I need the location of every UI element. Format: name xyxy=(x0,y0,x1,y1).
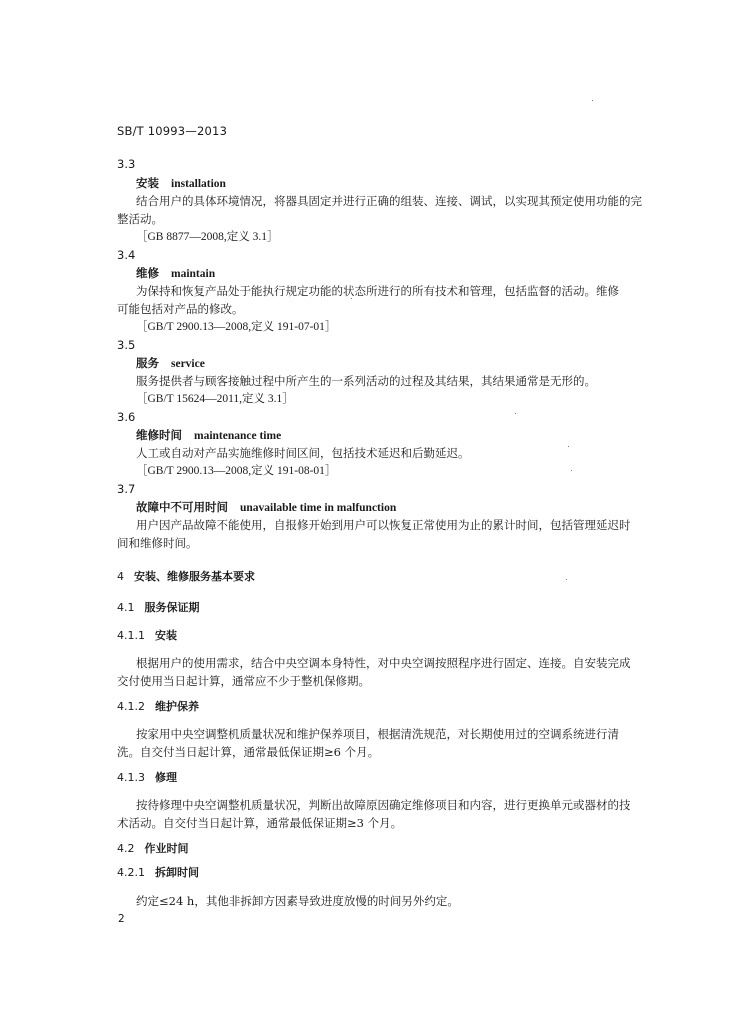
term-reference: ［GB/T 2900.13—2008,定义 191-07-01］ xyxy=(136,321,337,333)
scan-speck xyxy=(568,446,569,447)
page-number: 2 xyxy=(118,913,125,925)
term-title xyxy=(136,356,205,371)
term-en: installation xyxy=(171,178,226,190)
term-en: maintain xyxy=(171,268,216,280)
term-number: 3.4 xyxy=(117,248,136,262)
section-heading xyxy=(117,866,199,880)
scan-speck xyxy=(592,100,593,101)
scan-speck xyxy=(571,470,572,471)
term-en: maintenance time xyxy=(194,430,282,442)
section-heading xyxy=(117,629,177,643)
term-cn: 维修 xyxy=(136,266,159,280)
scan-speck xyxy=(566,579,567,580)
term-cn: 故障中不可用时间 xyxy=(136,500,228,514)
section-heading xyxy=(117,771,177,785)
term-title xyxy=(136,500,396,515)
term-en: service xyxy=(171,358,205,370)
section-number: 4.2 xyxy=(117,842,135,855)
section-heading xyxy=(117,570,255,584)
term-number: 3.7 xyxy=(117,482,136,496)
term-definition-line: 人工或自动对产品实施维修时间区间，包括技术延迟和后勤延迟。 xyxy=(136,446,470,460)
term-definition-line: 结合用户的具体环境情况，将器具固定并进行正确的组装、连接、调试，以实现其预定使用功能的完 xyxy=(136,194,642,208)
paragraph-line: 按家用中央空调整机质量状况和维护保养项目，根据清洗规范，对长期使用过的空调系统进行清 xyxy=(136,727,619,741)
standard-number-header: SB/T 10993—2013 xyxy=(117,124,228,138)
term-en: unavailable time in malfunction xyxy=(240,502,397,514)
section-title: 服务保证期 xyxy=(144,601,200,614)
section-heading xyxy=(117,700,199,714)
paragraph-line: 术活动。自交付当日起计算，通常最低保证期≥3 个月。 xyxy=(117,816,403,830)
term-cn: 维修时间 xyxy=(136,428,182,442)
term-number: 3.3 xyxy=(117,157,136,171)
section-title: 维护保养 xyxy=(155,700,199,713)
term-cn: 安装 xyxy=(136,176,159,190)
scan-speck xyxy=(351,298,352,299)
section-heading xyxy=(117,601,200,615)
paragraph-line: 按待修理中央空调整机质量状况，判断出故障原因确定维修项目和内容，进行更换单元或器材的技 xyxy=(136,798,631,812)
section-number: 4.2.1 xyxy=(117,866,145,879)
section-number: 4.1.1 xyxy=(117,629,145,642)
term-reference: ［GB 8877—2008,定义 3.1］ xyxy=(136,231,279,243)
term-reference: ［GB/T 2900.13—2008,定义 191-08-01］ xyxy=(136,465,337,477)
term-number: 3.5 xyxy=(117,338,136,352)
term-definition-line: 可能包括对产品的修改。 xyxy=(117,302,244,316)
term-title xyxy=(136,176,226,191)
scan-speck xyxy=(515,413,516,414)
term-number: 3.6 xyxy=(117,410,136,424)
section-title: 拆卸时间 xyxy=(155,866,199,879)
term-reference: ［GB/T 15624—2011,定义 3.1］ xyxy=(136,393,294,405)
term-title xyxy=(136,266,215,281)
section-number: 4.1 xyxy=(117,601,135,614)
term-definition-line: 服务提供者与顾客接触过程中所产生的一系列活动的过程及其结果，其结果通常是无形的。 xyxy=(136,374,596,388)
section-heading xyxy=(117,842,189,856)
paragraph-line: 洗。自交付当日起计算，通常最低保证期≥6 个月。 xyxy=(117,745,380,759)
term-definition-line: 间和维修时间。 xyxy=(117,536,198,550)
section-title: 作业时间 xyxy=(144,842,189,855)
section-number: 4.1.2 xyxy=(117,700,145,713)
section-title: 安装、维修服务基本要求 xyxy=(134,570,255,583)
paragraph-line: 约定≤24 h，其他非拆卸方因素导致进度放慢的时间另外约定。 xyxy=(136,894,459,908)
section-title: 安装 xyxy=(155,629,177,642)
term-definition-line: 整活动。 xyxy=(117,212,163,226)
section-number: 4 xyxy=(117,570,124,583)
term-cn: 服务 xyxy=(136,356,159,370)
paragraph-line: 根据用户的使用需求，结合中央空调本身特性，对中央空调按照程序进行固定、连接。自安装完成 xyxy=(136,656,631,670)
term-definition-line: 用户因产品故障不能使用，自报修开始到用户可以恢复正常使用为止的累计时间，包括管理延迟时 xyxy=(136,518,631,532)
paragraph-line: 交付使用当日起计算，通常应不少于整机保修期。 xyxy=(117,674,370,688)
term-title xyxy=(136,428,281,443)
section-number: 4.1.3 xyxy=(117,771,145,784)
section-title: 修理 xyxy=(155,771,177,784)
term-definition-line: 为保持和恢复产品处于能执行规定功能的状态所进行的所有技术和管理，包括监督的活动。维修 xyxy=(136,284,619,298)
